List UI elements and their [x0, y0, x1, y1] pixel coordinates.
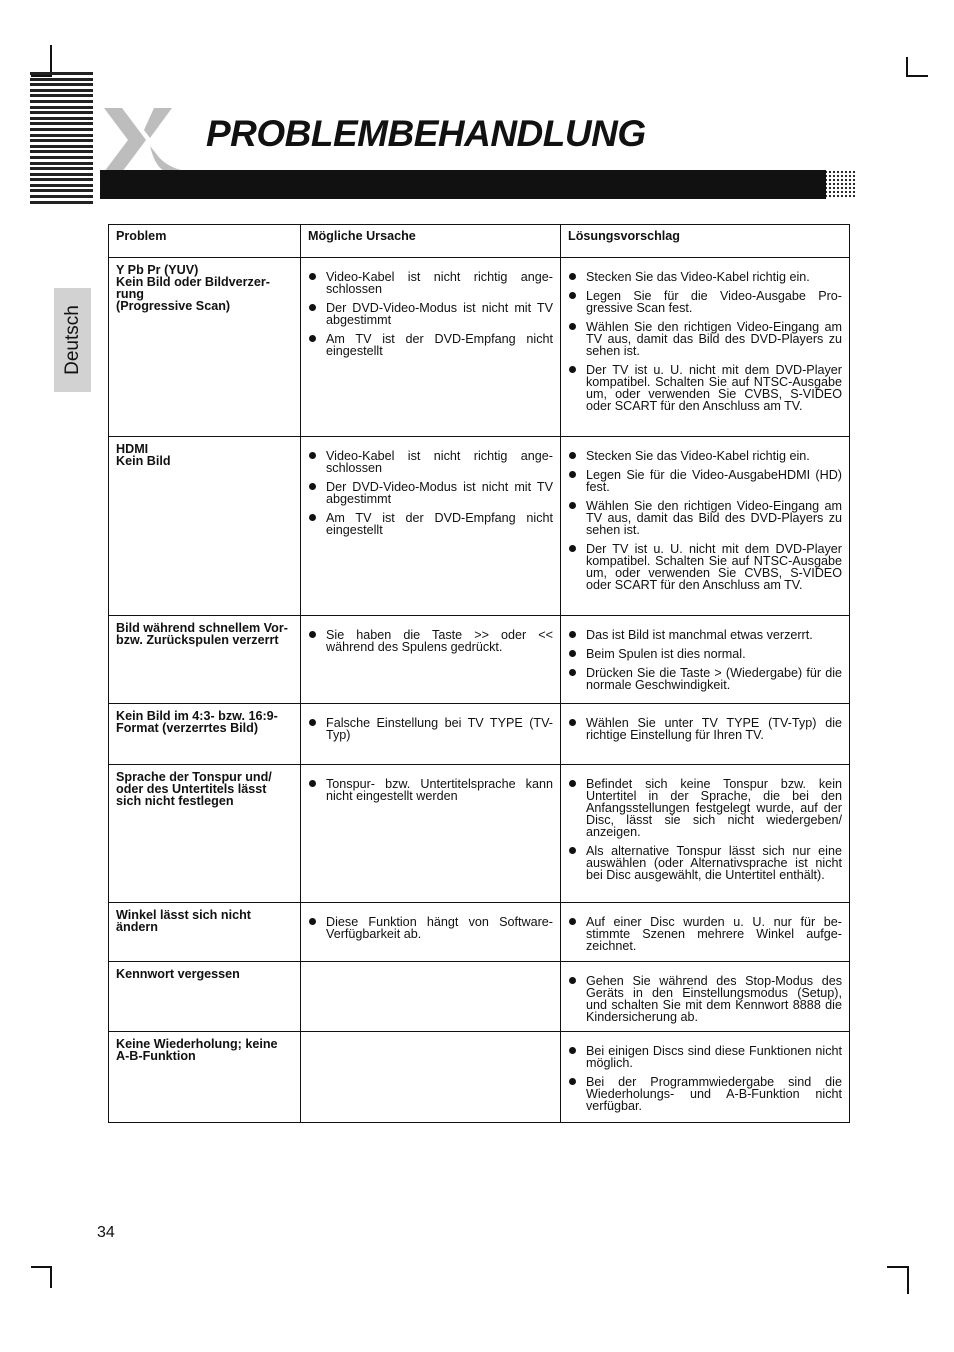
solution-list — [568, 717, 842, 741]
cause-list — [308, 629, 553, 653]
solution-item: Wählen Sie unter TV TYPE (TV-Typ) die richtige Einstellung für Ihren TV. — [568, 717, 842, 741]
crop-mark-top-right-horizontal — [906, 75, 928, 77]
table-row — [109, 437, 850, 616]
problem-text: Kennwort vergessen — [116, 967, 240, 981]
cause-item: Am TV ist der DVD-Empfang nicht eingestellt — [308, 333, 553, 357]
cause-list — [308, 778, 553, 802]
cause-cell — [301, 616, 561, 704]
solution-item: Drücken Sie die Taste > (Wiedergabe) für die normale Geschwindigkeit. — [568, 667, 842, 691]
cause-cell — [301, 962, 561, 1032]
solution-item: Befindet sich keine Tonspur bzw. kein Untertitel in der Sprache, die bei den Anfangsstellungen festgelegt wurde, auf der Disc, lässt sie sich nicht wiedergeben/ anzeigen. — [568, 778, 842, 838]
solution-cell — [561, 704, 850, 765]
column-header-solution: Lösungsvorschlag — [561, 225, 850, 258]
solution-cell — [561, 616, 850, 704]
page-number: 34 — [97, 1224, 115, 1241]
solution-list — [568, 271, 842, 412]
solution-list — [568, 975, 842, 1023]
problem-text: Sprache der Tonspur und/ oder des Untertitels lässt sich nicht festlegen — [116, 770, 272, 808]
brand-logo-x — [100, 100, 200, 180]
header-bar — [100, 170, 822, 199]
cause-item: Video-Kabel ist nicht richtig ange-schlossen — [308, 450, 553, 474]
table-header-row — [109, 225, 850, 258]
problem-cell — [109, 1032, 301, 1123]
cause-cell — [301, 437, 561, 616]
solution-list — [568, 1045, 842, 1112]
language-tab — [54, 288, 91, 392]
table-row — [109, 258, 850, 437]
table-row — [109, 962, 850, 1032]
crop-mark-bottom-left-vertical — [50, 1266, 52, 1288]
solution-list — [568, 450, 842, 591]
cause-item: Falsche Einstellung bei TV TYPE (TV-Typ) — [308, 717, 553, 741]
problem-cell — [109, 903, 301, 962]
solution-item: Der TV ist u. U. nicht mit dem DVD-Player kompatibel. Schalten Sie auf NTSC-Ausgabe um, oder verwenden Sie CVBS, S-VIDEO oder SCART für den Anschluss am TV. — [568, 543, 842, 591]
solution-item: Auf einer Disc wurden u. U. nur für be-stimmte Szenen mehrere Winkel aufge-zeichnet. — [568, 916, 842, 952]
cause-item: Tonspur- bzw. Untertitelsprache kann nicht eingestellt werden — [308, 778, 553, 802]
table-row — [109, 616, 850, 704]
crop-mark-top-right-vertical — [906, 57, 908, 77]
table-row — [109, 1032, 850, 1123]
header-bar-dot-pattern — [812, 170, 856, 199]
solution-item: Wählen Sie den richtigen Video-Eingang am TV aus, damit das Bild des DVD-Players zu sehen ist. — [568, 321, 842, 357]
cause-cell — [301, 765, 561, 903]
problem-cell — [109, 437, 301, 616]
cause-item: Diese Funktion hängt von Software-Verfügbarkeit ab. — [308, 916, 553, 940]
cause-list — [308, 271, 553, 357]
solution-cell — [561, 765, 850, 903]
solution-item: Wählen Sie den richtigen Video-Eingang am TV aus, damit das Bild des DVD-Players zu sehen ist. — [568, 500, 842, 536]
solution-item: Das ist Bild ist manchmal etwas verzerrt. — [568, 629, 842, 641]
header-stripes — [30, 72, 93, 200]
solution-list — [568, 629, 842, 691]
solution-item: Legen Sie für die Video-AusgabeHDMI (HD) fest. — [568, 469, 842, 493]
cause-list — [308, 717, 553, 741]
cause-list — [308, 450, 553, 536]
solution-item: Als alternative Tonspur lässt sich nur eine auswählen (oder Alternativsprache ist nicht bei Disc ausgewählt, die Untertitel enthält). — [568, 845, 842, 881]
problem-cell — [109, 962, 301, 1032]
crop-mark-bottom-right-vertical — [907, 1266, 909, 1294]
crop-mark-bottom-right-horizontal — [887, 1266, 909, 1268]
solution-list — [568, 916, 842, 952]
problem-text: HDMI Kein Bild — [116, 442, 171, 468]
solution-cell — [561, 1032, 850, 1123]
cause-cell — [301, 258, 561, 437]
solution-item: Legen Sie für die Video-Ausgabe Pro-gressive Scan fest. — [568, 290, 842, 314]
table-row — [109, 903, 850, 962]
solution-cell — [561, 962, 850, 1032]
crop-mark-bottom-left-horizontal — [31, 1266, 52, 1268]
problem-text: Winkel lässt sich nicht ändern — [116, 908, 251, 934]
problem-cell — [109, 616, 301, 704]
column-header-problem: Problem — [109, 225, 301, 258]
cause-item: Video-Kabel ist nicht richtig ange-schlossen — [308, 271, 553, 295]
cause-item: Sie haben die Taste >> oder << während des Spulens gedrückt. — [308, 629, 553, 653]
problem-text: Bild während schnellem Vor- bzw. Zurückspulen verzerrt — [116, 621, 288, 647]
cause-item: Am TV ist der DVD-Empfang nicht eingestellt — [308, 512, 553, 536]
solution-item: Beim Spulen ist dies normal. — [568, 648, 842, 660]
table-row — [109, 704, 850, 765]
cause-item: Der DVD-Video-Modus ist nicht mit TV abgestimmt — [308, 481, 553, 505]
solution-item: Stecken Sie das Video-Kabel richtig ein. — [568, 450, 842, 462]
column-header-cause: Mögliche Ursache — [301, 225, 561, 258]
cause-cell — [301, 903, 561, 962]
solution-list — [568, 778, 842, 881]
solution-item: Bei einigen Discs sind diese Funktionen nicht möglich. — [568, 1045, 842, 1069]
language-tab-label: Deutsch — [61, 305, 83, 375]
solution-item: Stecken Sie das Video-Kabel richtig ein. — [568, 271, 842, 283]
solution-cell — [561, 258, 850, 437]
cause-cell — [301, 1032, 561, 1123]
page-title: PROBLEMBEHANDLUNG — [206, 113, 646, 154]
cause-item: Der DVD-Video-Modus ist nicht mit TV abgestimmt — [308, 302, 553, 326]
problem-cell — [109, 704, 301, 765]
problem-text: Kein Bild im 4:3- bzw. 16:9-Format (verzerrtes Bild) — [116, 709, 278, 735]
solution-cell — [561, 437, 850, 616]
problem-text: Keine Wiederholung; keine A-B-Funktion — [116, 1037, 278, 1063]
cause-list — [308, 916, 553, 940]
solution-item: Der TV ist u. U. nicht mit dem DVD-Player kompatibel. Schalten Sie auf NTSC-Ausgabe um, oder verwenden Sie CVBS, S-VIDEO oder SCART für den Anschluss am TV. — [568, 364, 842, 412]
table-row — [109, 765, 850, 903]
solution-item: Bei der Programmwiedergabe sind die Wiederholungs- und A-B-Funktion nicht verfügbar. — [568, 1076, 842, 1112]
solution-cell — [561, 903, 850, 962]
solution-item: Gehen Sie während des Stop-Modus des Geräts in den Einstellungsmodus (Setup), und schalten Sie mit dem Kennwort 8888 die Kindersicherung ab. — [568, 975, 842, 1023]
problem-cell — [109, 258, 301, 437]
troubleshooting-table — [108, 224, 850, 1123]
problem-cell — [109, 765, 301, 903]
cause-cell — [301, 704, 561, 765]
problem-text: Y Pb Pr (YUV) Kein Bild oder Bildverzer-rung (Progressive Scan) — [116, 263, 270, 313]
